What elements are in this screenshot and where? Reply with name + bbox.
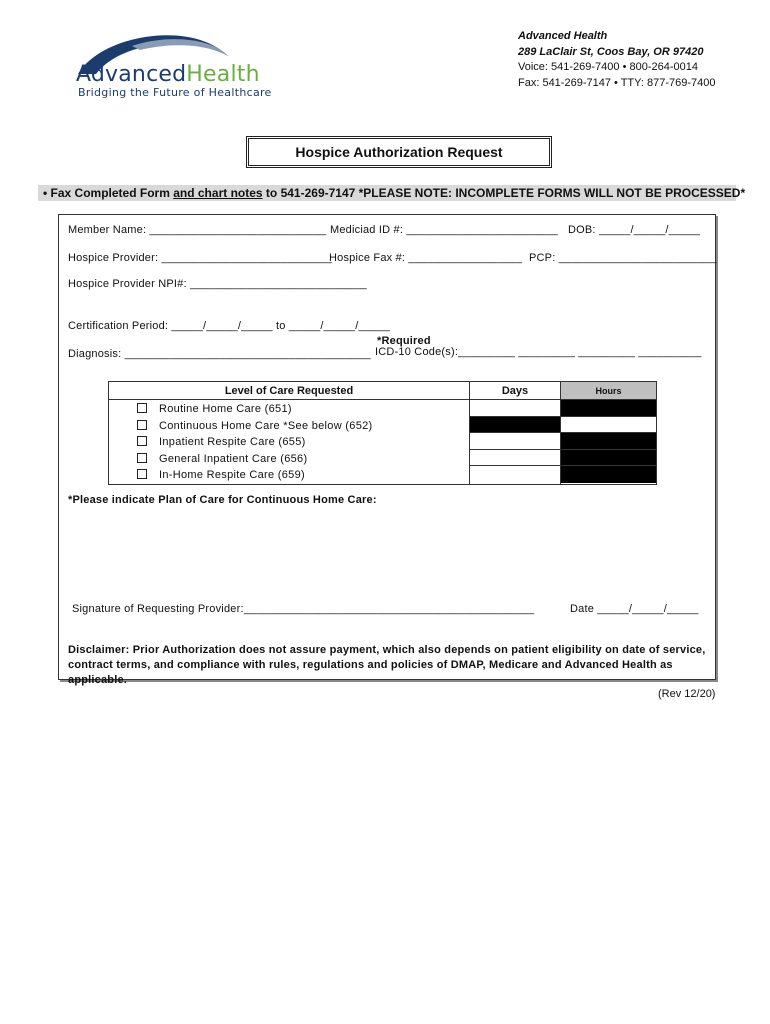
authorization-form bbox=[58, 214, 717, 686]
header-hours: Hours bbox=[561, 382, 657, 400]
level-of-care-table bbox=[108, 381, 657, 485]
checkbox[interactable] bbox=[137, 469, 147, 479]
hospice-npi-field[interactable]: Hospice Provider NPI#: ____________________________ bbox=[68, 278, 367, 290]
org-fax: Fax: 541-269-7147 • TTY: 877-769-7400 bbox=[518, 76, 716, 89]
care-option-label: In-Home Respite Care (659) bbox=[159, 469, 305, 482]
disclaimer-text: Disclaimer: Prior Authorization does not assure payment, which also depends on patient eligibility on date of service, contract terms, and compliance with rules, regulations and policies of DMAP, Medicare and Advanced Health as applicable. bbox=[68, 644, 706, 686]
dob-field[interactable]: DOB: _____/_____/_____ bbox=[568, 224, 701, 236]
checkbox[interactable] bbox=[137, 403, 147, 413]
member-name-field[interactable]: Member Name: ____________________________ bbox=[68, 224, 327, 236]
days-cell-general-inpatient[interactable] bbox=[470, 450, 560, 467]
medicaid-id-field[interactable]: Mediciad ID #: ________________________ bbox=[330, 224, 558, 236]
days-column bbox=[470, 400, 561, 485]
org-name: Advanced Health bbox=[518, 30, 608, 42]
care-option-routine[interactable] bbox=[137, 401, 469, 418]
hours-cell-general-inpatient-blocked bbox=[561, 450, 656, 467]
days-cell-in-home-respite[interactable] bbox=[470, 466, 560, 483]
plan-of-care-label: *Please indicate Plan of Care for Continuous Home Care: bbox=[68, 494, 377, 506]
logo-word-health: Health bbox=[186, 62, 260, 87]
days-cell-continuous-blocked bbox=[470, 417, 560, 434]
org-voice: Voice: 541-269-7400 • 800-264-0014 bbox=[518, 61, 698, 73]
required-note: *Required bbox=[377, 335, 431, 347]
hospice-provider-field[interactable]: Hospice Provider: ___________________________ bbox=[68, 252, 333, 264]
care-table-header-row bbox=[109, 382, 657, 400]
hours-cell-inpatient-respite-blocked bbox=[561, 433, 656, 450]
hours-cell-continuous[interactable] bbox=[561, 417, 656, 434]
hospice-fax-field[interactable]: Hospice Fax #: __________________ bbox=[329, 252, 523, 264]
days-cell-inpatient-respite[interactable] bbox=[470, 433, 560, 450]
care-option-general-inpatient[interactable] bbox=[137, 451, 469, 468]
page-title: Hospice Authorization Request bbox=[246, 136, 552, 168]
fax-note-part3: to 541-269-7147 *PLEASE NOTE: INCOMPLETE FORMS WILL NOT BE PROCESSED* bbox=[262, 186, 746, 200]
care-option-label: Routine Home Care (651) bbox=[159, 403, 292, 415]
signature-field[interactable]: Signature of Requesting Provider:______________________________________________ bbox=[72, 603, 535, 615]
care-option-inpatient-respite[interactable] bbox=[137, 434, 469, 451]
diagnosis-field[interactable]: Diagnosis: _______________________________________ bbox=[68, 348, 372, 360]
checkbox[interactable] bbox=[137, 453, 147, 463]
care-option-label: General Inpatient Care (656) bbox=[159, 452, 308, 465]
header-level-of-care: Level of Care Requested bbox=[109, 382, 470, 400]
logo-word-advanced: Advanced bbox=[76, 62, 187, 87]
certification-period-field[interactable]: Certification Period: _____/_____/_____ to _____/_____/_____ bbox=[68, 320, 391, 332]
care-option-label: Inpatient Respite Care (655) bbox=[159, 436, 306, 449]
logo-wordmark bbox=[76, 62, 260, 87]
icd10-field[interactable]: ICD-10 Code(s):_________ _________ _________ __________ bbox=[375, 346, 702, 358]
care-options-list bbox=[109, 400, 470, 485]
checkbox[interactable] bbox=[137, 420, 147, 430]
checkbox[interactable] bbox=[137, 436, 147, 446]
fax-note-part1: • Fax Completed Form bbox=[43, 186, 174, 200]
header-days: Days bbox=[470, 382, 561, 400]
days-cell-routine[interactable] bbox=[470, 400, 560, 417]
signature-date-field[interactable]: Date _____/_____/_____ bbox=[570, 603, 699, 615]
org-address: 289 LaClair St, Coos Bay, OR 97420 bbox=[518, 45, 704, 58]
advanced-health-logo bbox=[72, 26, 282, 102]
revision-label: (Rev 12/20) bbox=[658, 688, 716, 700]
hours-cell-in-home-respite-blocked bbox=[561, 466, 656, 483]
care-table-body-row bbox=[109, 400, 657, 485]
hours-column bbox=[561, 400, 657, 485]
fax-note-chart-notes: and chart notes bbox=[173, 186, 263, 200]
care-option-continuous[interactable] bbox=[137, 418, 469, 435]
care-option-label: Continuous Home Care *See below (652) bbox=[159, 419, 373, 432]
care-option-in-home-respite[interactable] bbox=[137, 467, 469, 484]
logo-tagline: Bridging the Future of Healthcare bbox=[78, 86, 272, 99]
org-contact-block bbox=[518, 29, 716, 91]
fax-instruction-banner bbox=[38, 185, 746, 201]
hours-cell-routine-blocked bbox=[561, 400, 656, 417]
pcp-field[interactable]: PCP: _________________________ bbox=[529, 252, 717, 264]
